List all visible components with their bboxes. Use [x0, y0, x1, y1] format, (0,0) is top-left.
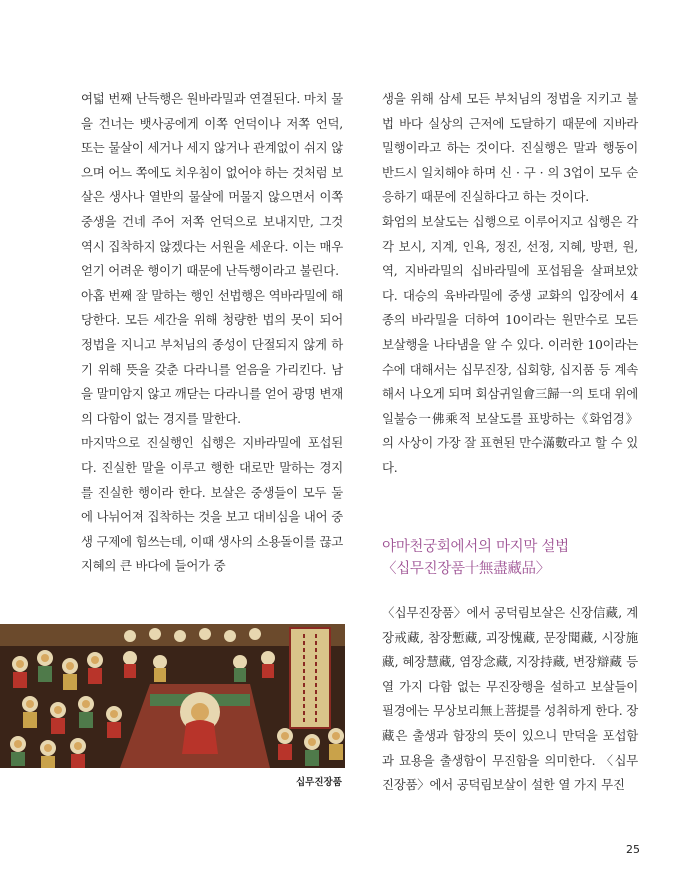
painting-buddha-robe: [182, 720, 218, 754]
painting-buddha-head: [191, 703, 209, 721]
page-number: 25: [626, 843, 640, 856]
section-heading: [382, 536, 642, 580]
section-subtitle: 〈십무진장품十無盡藏品〉: [382, 561, 550, 577]
painting-inscription-panel: [290, 628, 330, 728]
paragraph-eighth-practice: 여덟 번째 난득행은 원바라밀과 연결된다. 마치 물을 건너는 뱃사공에게 이쪽 언덕이나 저쪽 언덕, 또는 물살이 세거나 세지 않거나 관계없이 쉬지 않으며 어느 쪽에도 치우침이 없어야 하는 것처럼 보살은 생사나 열반의 물살에 머물지 않으면서 이쪽 중생을 건네 주어 저쪽 언덕으로 보내지만, 그것 역시 집착하지 않겠다는 서원을 세운다. 이는 매우 얻기 어려운 행이기 때문에 난득행이라고 불린다.: [81, 91, 343, 279]
paragraph-ninth-practice: 아홉 번째 잘 말하는 행인 선법행은 역바라밀에 해당한다. 모든 세간을 위해 청량한 법의 못이 되어 정법을 지니고 부처님의 종성이 단절되지 않게 하기 위해 뜻을 갖춘 다라니를 얻음을 가리킨다. 남을 말미암지 않고 깨닫는 다라니를 얻어 광명 변재의 다함이 없는 경지를 말한다.: [81, 287, 343, 426]
section-title: 야마천궁회에서의 마지막 설법: [382, 539, 569, 555]
painting-illustration: [0, 624, 345, 768]
paragraph-ten-treasuries: 〈십무진장품〉에서 공덕림보살은 신장信藏, 계장戒藏, 참장慙藏, 괴장愧藏, 문장聞藏, 시장施藏, 혜장慧藏, 염장念藏, 지장持藏, 변장辯藏 등 열 가지 다함 없는 무진장행을 설하고 보살들이 필경에는 무상보리無上菩提를 성취하게 한다. 장藏은 출생과 함장의 뜻이 있으니 만덕을 포섭함과 묘용을 출생함이 무진함을 의미한다. 〈십무진장품〉에서 공덕림보살이 설한 열 가지 무진: [382, 605, 638, 793]
left-text-column: [81, 87, 343, 579]
paragraph-final-practice: 마지막으로 진실행인 십행은 지바라밀에 포섭된다. 진실한 말을 이루고 행한 대로만 말하는 경지를 진실한 행이라 한다. 보살은 중생들이 모두 둘에 나뉘어져 집착하는 것을 보고 대비심을 내어 중생 구제에 힘쓰는데, 이때 생사의 소용돌이를 끊고 지혜의 큰 바다에 들어가 중: [81, 435, 343, 574]
section-body: [382, 601, 638, 798]
buddhist-painting-image: [0, 624, 345, 768]
figure-caption: 십무진장품: [296, 777, 342, 788]
paragraph-bodhisattva-path: 화엄의 보살도는 십행으로 이루어지고 십행은 각각 보시, 지계, 인욕, 정진, 선정, 지혜, 방편, 원, 역, 지바라밀의 십바라밀에 포섭됨을 살펴보았다. 대승의 육바라밀에 중생 교화의 입장에서 4종의 바라밀을 더하여 10이라는 원만수로 모든 보살행을 나타냄을 알 수 있다. 이러한 10이라는 수에 대해서는 십무진장, 십회향, 십지품 등 계속해서 나오게 되며 회삼귀일會三歸一의 토대 위에 일불승一佛乘적 보살도를 표방하는《화엄경》의 사상이 가장 잘 표현된 만수滿數라고 할 수 있다.: [382, 213, 638, 475]
paragraph-continuation: 생을 위해 삼세 모든 부처님의 정법을 지키고 불법 바다 실상의 근저에 도달하기 때문에 지바라밀행이라고 하는 것이다. 진실행은 말과 행동이 반드시 일치해야 하며 신 · 구 · 의 3업이 모두 순응하기 때문에 진실하다고 하는 것이다.: [382, 91, 638, 205]
right-text-column: [382, 87, 638, 481]
